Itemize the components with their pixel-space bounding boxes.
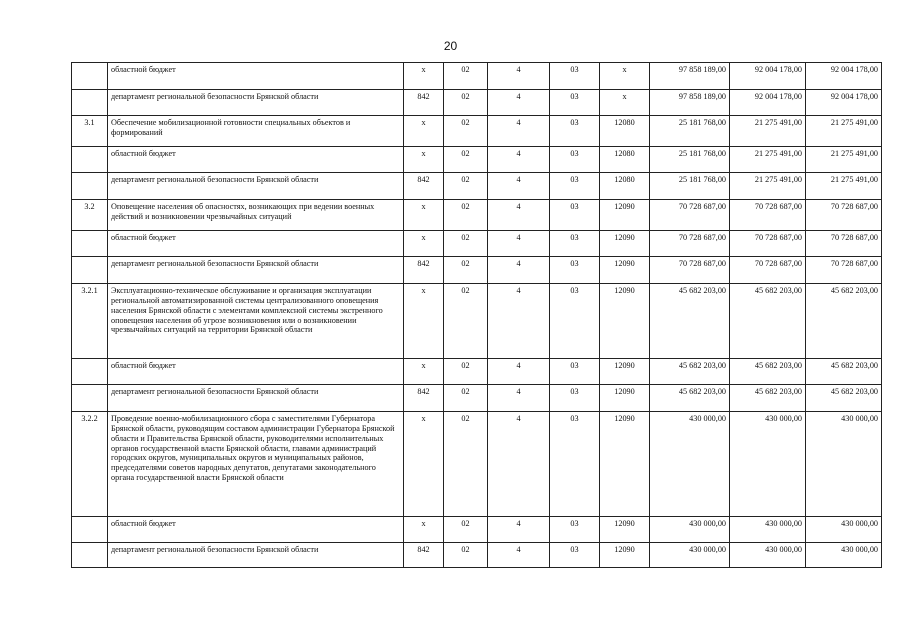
pr-cell: 4 (488, 90, 550, 116)
rz-cell: 02 (444, 517, 488, 543)
amount-year2-cell: 430 000,00 (730, 412, 806, 517)
rz-cell: 02 (444, 90, 488, 116)
pr-cell: 4 (488, 63, 550, 90)
grbs-cell: 842 (404, 173, 444, 200)
table-row (72, 257, 882, 284)
amount-year3-cell: 70 728 687,00 (806, 257, 882, 284)
gp-cell: 03 (550, 200, 600, 231)
gp-cell: 03 (550, 359, 600, 385)
amount-year2-cell: 45 682 203,00 (730, 284, 806, 359)
amount-year2-cell: 21 275 491,00 (730, 173, 806, 200)
gp-cell: 03 (550, 543, 600, 568)
row-number-cell: 3.2 (72, 200, 108, 231)
amount-year3-cell: 45 682 203,00 (806, 284, 882, 359)
pr-cell: 4 (488, 147, 550, 173)
grbs-cell: 842 (404, 90, 444, 116)
row-number-cell (72, 385, 108, 412)
row-number-cell (72, 173, 108, 200)
amount-year2-cell: 92 004 178,00 (730, 90, 806, 116)
amount-year3-cell: 70 728 687,00 (806, 231, 882, 257)
pr-cell: 4 (488, 284, 550, 359)
row-name-cell: областной бюджет (108, 231, 404, 257)
amount-year1-cell: 45 682 203,00 (650, 359, 730, 385)
pr-cell: 4 (488, 200, 550, 231)
pr-cell: 4 (488, 543, 550, 568)
row-name-cell: департамент региональной безопасности Брянской области (108, 257, 404, 284)
amount-year3-cell: 92 004 178,00 (806, 90, 882, 116)
pr-cell: 4 (488, 412, 550, 517)
amount-year2-cell: 70 728 687,00 (730, 200, 806, 231)
amount-year3-cell: 430 000,00 (806, 543, 882, 568)
amount-year2-cell: 430 000,00 (730, 517, 806, 543)
table-row (72, 231, 882, 257)
amount-year1-cell: 25 181 768,00 (650, 116, 730, 147)
row-name-cell: департамент региональной безопасности Брянской области (108, 385, 404, 412)
row-name-cell: Эксплуатационно-техническое обслуживание и организация эксплуатации региональной автоматизированной системы централизованного оповещения населения Брянской области с элементами комплексной системы экстренного оповещения населения об угрозе возникновения или о возникновении чрезвычайных ситуаций на территории Брянской области (108, 284, 404, 359)
cs-cell: 12080 (600, 173, 650, 200)
gp-cell: 03 (550, 385, 600, 412)
row-number-cell (72, 231, 108, 257)
amount-year1-cell: 97 858 189,00 (650, 90, 730, 116)
pr-cell: 4 (488, 173, 550, 200)
row-number-cell (72, 63, 108, 90)
row-number-cell: 3.2.2 (72, 412, 108, 517)
row-name-cell: департамент региональной безопасности Брянской области (108, 173, 404, 200)
table-row (72, 359, 882, 385)
gp-cell: 03 (550, 90, 600, 116)
cs-cell: x (600, 63, 650, 90)
row-name-cell: областной бюджет (108, 517, 404, 543)
rz-cell: 02 (444, 257, 488, 284)
amount-year1-cell: 70 728 687,00 (650, 200, 730, 231)
amount-year3-cell: 430 000,00 (806, 517, 882, 543)
table-row (72, 147, 882, 173)
cs-cell: 12090 (600, 412, 650, 517)
table-row (72, 63, 882, 90)
pr-cell: 4 (488, 517, 550, 543)
pr-cell: 4 (488, 385, 550, 412)
cs-cell: 12090 (600, 257, 650, 284)
gp-cell: 03 (550, 284, 600, 359)
grbs-cell: x (404, 359, 444, 385)
row-number-cell (72, 147, 108, 173)
amount-year3-cell: 70 728 687,00 (806, 200, 882, 231)
gp-cell: 03 (550, 173, 600, 200)
grbs-cell: x (404, 231, 444, 257)
cs-cell: 12090 (600, 200, 650, 231)
row-number-cell: 3.1 (72, 116, 108, 147)
gp-cell: 03 (550, 63, 600, 90)
table-row (72, 385, 882, 412)
budget-table (71, 62, 882, 568)
row-name-cell: Обеспечение мобилизационной готовности специальных объектов и формирований (108, 116, 404, 147)
amount-year1-cell: 25 181 768,00 (650, 173, 730, 200)
row-name-cell: департамент региональной безопасности Брянской области (108, 90, 404, 116)
amount-year3-cell: 21 275 491,00 (806, 173, 882, 200)
amount-year3-cell: 21 275 491,00 (806, 147, 882, 173)
gp-cell: 03 (550, 231, 600, 257)
table-row (72, 517, 882, 543)
cs-cell: 12090 (600, 231, 650, 257)
gp-cell: 03 (550, 116, 600, 147)
cs-cell: 12080 (600, 147, 650, 173)
amount-year1-cell: 430 000,00 (650, 543, 730, 568)
rz-cell: 02 (444, 173, 488, 200)
row-name-cell: областной бюджет (108, 147, 404, 173)
table-row (72, 200, 882, 231)
amount-year2-cell: 430 000,00 (730, 543, 806, 568)
amount-year1-cell: 97 858 189,00 (650, 63, 730, 90)
amount-year2-cell: 21 275 491,00 (730, 147, 806, 173)
table-row (72, 116, 882, 147)
cs-cell: 12090 (600, 385, 650, 412)
grbs-cell: x (404, 412, 444, 517)
grbs-cell: x (404, 63, 444, 90)
gp-cell: 03 (550, 517, 600, 543)
amount-year1-cell: 25 181 768,00 (650, 147, 730, 173)
row-number-cell (72, 359, 108, 385)
grbs-cell: x (404, 284, 444, 359)
cs-cell: 12090 (600, 543, 650, 568)
rz-cell: 02 (444, 63, 488, 90)
amount-year2-cell: 92 004 178,00 (730, 63, 806, 90)
rz-cell: 02 (444, 385, 488, 412)
grbs-cell: 842 (404, 257, 444, 284)
pr-cell: 4 (488, 257, 550, 284)
rz-cell: 02 (444, 284, 488, 359)
row-name-cell: областной бюджет (108, 359, 404, 385)
amount-year1-cell: 430 000,00 (650, 412, 730, 517)
row-name-cell: областной бюджет (108, 63, 404, 90)
rz-cell: 02 (444, 543, 488, 568)
row-name-cell: департамент региональной безопасности Брянской области (108, 543, 404, 568)
amount-year1-cell: 45 682 203,00 (650, 385, 730, 412)
row-number-cell (72, 517, 108, 543)
amount-year2-cell: 21 275 491,00 (730, 116, 806, 147)
table-row (72, 412, 882, 517)
rz-cell: 02 (444, 200, 488, 231)
amount-year3-cell: 45 682 203,00 (806, 359, 882, 385)
grbs-cell: x (404, 147, 444, 173)
pr-cell: 4 (488, 231, 550, 257)
rz-cell: 02 (444, 359, 488, 385)
amount-year3-cell: 430 000,00 (806, 412, 882, 517)
row-number-cell (72, 257, 108, 284)
page-number: 20 (443, 39, 458, 53)
amount-year3-cell: 92 004 178,00 (806, 63, 882, 90)
rz-cell: 02 (444, 147, 488, 173)
row-number-cell (72, 543, 108, 568)
row-number-cell: 3.2.1 (72, 284, 108, 359)
gp-cell: 03 (550, 412, 600, 517)
amount-year1-cell: 430 000,00 (650, 517, 730, 543)
cs-cell: 12090 (600, 284, 650, 359)
cs-cell: 12090 (600, 517, 650, 543)
pr-cell: 4 (488, 116, 550, 147)
cs-cell: 12080 (600, 116, 650, 147)
gp-cell: 03 (550, 257, 600, 284)
row-name-cell: Оповещение населения об опасностях, возникающих при ведении военных действий и возникновении чрезвычайных ситуаций (108, 200, 404, 231)
amount-year2-cell: 70 728 687,00 (730, 231, 806, 257)
grbs-cell: 842 (404, 543, 444, 568)
cs-cell: x (600, 90, 650, 116)
table-row (72, 90, 882, 116)
amount-year2-cell: 70 728 687,00 (730, 257, 806, 284)
rz-cell: 02 (444, 231, 488, 257)
rz-cell: 02 (444, 116, 488, 147)
amount-year1-cell: 70 728 687,00 (650, 257, 730, 284)
grbs-cell: x (404, 200, 444, 231)
amount-year1-cell: 70 728 687,00 (650, 231, 730, 257)
row-number-cell (72, 90, 108, 116)
grbs-cell: x (404, 517, 444, 543)
row-name-cell: Проведение военно-мобилизационного сбора с заместителями Губернатора Брянской области, руководящим составом администрации Губернатора Брянской области и Правительства Брянской области, руководителями исполнительных органов государственной власти Брянской области, главами администраций городских округов, муниципальных округов и муниципальных районов, председателями советов народных депутатов, депутатами законодательного органа государственной власти Брянской области (108, 412, 404, 517)
rz-cell: 02 (444, 412, 488, 517)
gp-cell: 03 (550, 147, 600, 173)
grbs-cell: 842 (404, 385, 444, 412)
amount-year3-cell: 21 275 491,00 (806, 116, 882, 147)
amount-year3-cell: 45 682 203,00 (806, 385, 882, 412)
amount-year1-cell: 45 682 203,00 (650, 284, 730, 359)
amount-year2-cell: 45 682 203,00 (730, 359, 806, 385)
table-row (72, 173, 882, 200)
table-row (72, 284, 882, 359)
amount-year2-cell: 45 682 203,00 (730, 385, 806, 412)
cs-cell: 12090 (600, 359, 650, 385)
grbs-cell: x (404, 116, 444, 147)
pr-cell: 4 (488, 359, 550, 385)
table-row (72, 543, 882, 568)
